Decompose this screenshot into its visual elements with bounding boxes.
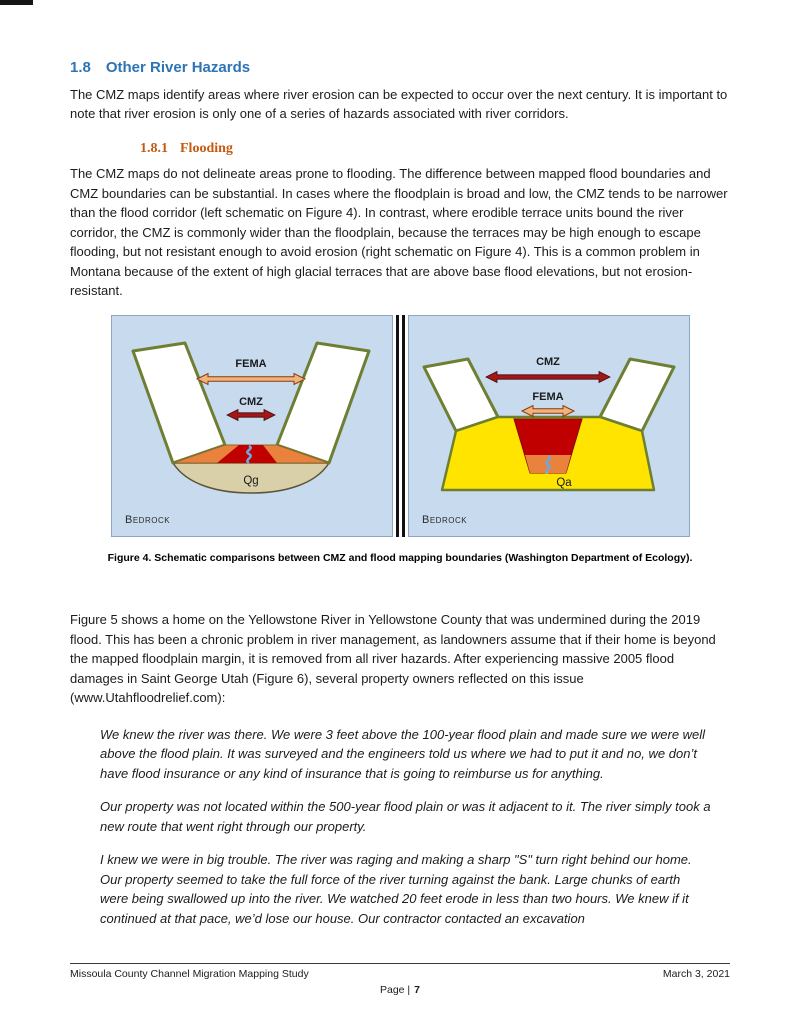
page-number-label: Page | [379,984,411,996]
figure-4 [70,315,730,569]
bedrock-label: Bedrock [421,513,467,526]
quote-block: Our property was not located within the 500-year flood plain or was it adjacent to it. The river simply took a new route that went right through our property. [100,799,711,834]
footer-date: March 3, 2021 [662,968,730,980]
subsection-title: Flooding [180,140,233,156]
divider-line [396,315,399,537]
paragraph-intro: The CMZ maps identify areas where river erosion can be expected to occur over the next century. It is important to note that river erosion is only one of a series of hazards associated with river corridors. [70,86,728,121]
scan-artifact [0,0,33,5]
fema-arrow-label: FEMA [234,357,267,370]
quote-block: I knew we were in big trouble. The river was raging and making a sharp "S" turn right behind our home. Our property seemed to take the full force of the river turning against the bank. Large chunks of earth were being swallowed up into the river. We watched 20 feet erode in less than two hours. We knew if it continued at that pace, we’d lose our house. Our contractor contacted an excavation [100,852,692,926]
divider-line [402,315,405,537]
figure-left-panel [111,315,393,537]
paragraph-flooding: The CMZ maps do not delineate areas prone to flooding. The difference between mapped flood boundaries and CMZ boundaries can be substantial. In cases where the floodplain is broad and low, the CMZ tends to be narrower than the flood corridor (left schematic on Figure 4). In contrast, where erodible terrace units bound the river corridor, the CMZ is commonly wider than the floodplain, because the terraces may be high enough to escape flooding, but not resistant enough to avoid erosion (right schematic on Figure 4). This is a common problem in Montana because of the extent of high glacial terraces that are above base flood elevations, but not erosion-resistant. [70,166,728,298]
panel-divider [393,315,408,537]
subsection-number: 1.8.1 [140,140,168,156]
footer-rule [70,963,730,964]
cmz-arrow-label: CMZ [238,395,263,408]
geologic-unit-label: Qg [242,474,259,487]
page-footer [70,963,730,997]
bedrock-label: Bedrock [124,513,170,526]
figure-caption: Figure 4. Schematic comparisons between CMZ and flood mapping boundaries (Washington Department of Ecology). [107,551,693,564]
quote-block: We knew the river was there. We were 3 feet above the 100-year flood plain and made sure we were well above the flood plain. It was surveyed and the engineers told us where we had to put it and no, we don’t have flood insurance or any kind of insurance that is going to reimburse us for anything. [100,726,706,781]
cmz-arrow-label: CMZ [535,355,560,368]
footer-document-title: Missoula County Channel Migration Mapping Study [70,968,309,980]
paragraph-figure5: Figure 5 shows a home on the Yellowstone River in Yellowstone County that was undermined during the 2019 flood. This has been a chronic problem in river management, as landowners assume that if their home is beyond the mapped floodplain margin, it is removed from all river hazards. After experiencing massive 2005 flood damages in Saint George Utah (Figure 6), several property owners reflected on this issue (www.Utahfloodrelief.com): [70,612,716,705]
subsection-heading [140,139,730,159]
fema-arrow-label: FEMA [531,390,564,403]
footer-page [70,983,730,997]
section-heading [70,58,730,78]
section-title: Other River Hazards [105,59,251,76]
geologic-unit-label: Qa [555,476,572,489]
footer-row [70,967,730,981]
section-number: 1.8 [70,59,91,76]
page-number: 7 [414,984,420,996]
figure-right-panel [408,315,690,537]
figure-panels [70,315,730,537]
